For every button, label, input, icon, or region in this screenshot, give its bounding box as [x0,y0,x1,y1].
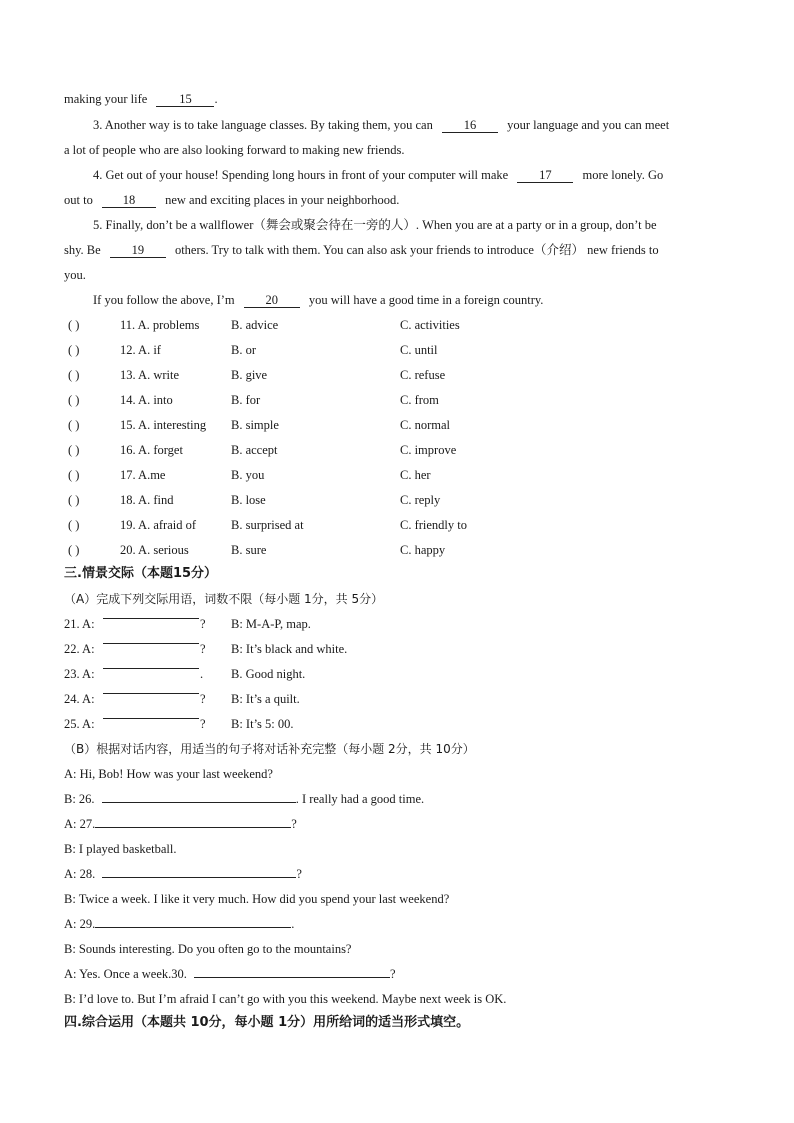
dialogue-line: A: 27. ? [64,817,297,831]
answer-blank-17[interactable]: 17 [517,168,573,183]
answer-blank-20[interactable]: 20 [244,293,300,308]
passage-line: out to 18 new and exciting places in your neighborhood. [64,193,400,207]
answer-paren[interactable]: ( ) [68,443,80,457]
answer-paren[interactable]: ( ) [68,418,80,432]
dialogue-line: B: 26. . I really had a good time. [64,792,425,806]
dialogue-line: A: 29. . [64,917,295,931]
passage-line: If you follow the above, I’m 20 you will have a good time in a foreign country. [93,293,544,307]
dialogue-line: B: I’d love to. But I’m afraid I can’t go with you this weekend. Maybe next week is OK. [64,992,507,1006]
option-c: C. activities [400,318,460,332]
option-c: C. from [400,393,439,407]
response-text: B. Good night. [231,667,306,681]
response-text: B: It’s black and white. [231,642,348,656]
option-b: B. or [231,343,256,357]
response-text: B: M-A-P, map. [231,617,311,631]
passage-line: you. [64,268,86,282]
option-a: 20. A. serious [120,543,189,557]
option-c: C. reply [400,493,441,507]
dialogue-line: A: Hi, Bob! How was your last weekend? [64,767,273,781]
section-instruction: （B）根据对话内容，用适当的句子将对话补充完整（每小题 2分，共 10分） [64,742,475,756]
option-c: C. until [400,343,438,357]
option-a: 13. A. write [120,368,180,382]
answer-paren[interactable]: ( ) [68,493,80,507]
answer-blank[interactable] [103,718,199,719]
answer-blank-19[interactable]: 19 [110,243,166,258]
choice-row [0,367,794,383]
dialogue-line: B: Sounds interesting. Do you often go to the mountains? [64,942,352,956]
passage-line: 5. Finally, don’t be a wallflower（舞会或聚会待在一旁的人）. When you are at a party or in a group, don’t be [93,218,657,232]
answer-blank-16[interactable]: 16 [442,118,498,133]
option-b: B. give [231,368,268,382]
option-a: 15. A. interesting [120,418,207,432]
option-b: B. sure [231,543,267,557]
section-4-title: 四.综合运用（本题共 10分，每小题 1分）用所给词的适当形式填空。 [64,1015,470,1030]
option-b: B. for [231,393,261,407]
answer-paren[interactable]: ( ) [68,318,80,332]
response-text: B: It’s 5: 00. [231,717,294,731]
qa-row: 22. A: ? B: It’s black and white. [64,642,348,656]
answer-blank-30[interactable] [194,977,390,978]
passage-line: 4. Get out of your house! Spending long hours in front of your computer will make 17 more lonely. Go [93,168,664,182]
option-b: B. advice [231,318,279,332]
question-label: 21. A: [64,617,95,631]
passage-line: a lot of people who are also looking forward to making new friends. [64,143,405,157]
qa-row: 23. A: . B. Good night. [64,667,306,681]
option-c: C. friendly to [400,518,468,532]
answer-paren[interactable]: ( ) [68,543,80,557]
answer-blank-15[interactable]: 15 [156,92,214,107]
answer-paren[interactable]: ( ) [68,368,80,382]
option-a: 19. A. afraid of [120,518,197,532]
qa-row: 24. A: ? B: It’s a quilt. [64,692,300,706]
dialogue-line: B: I played basketball. [64,842,177,856]
option-c: C. her [400,468,431,482]
passage-line: making your life 15 . [64,92,218,106]
choice-row [0,442,794,458]
choice-row [0,417,794,433]
answer-blank-29[interactable] [95,927,291,928]
option-b: B. surprised at [231,518,304,532]
answer-paren[interactable]: ( ) [68,468,80,482]
choice-row [0,342,794,358]
section-title: 三.情景交际（本题15分） [64,566,218,581]
choice-row [0,317,794,333]
question-label: 24. A: [64,692,95,706]
option-a: 18. A. find [120,493,174,507]
response-text: B: It’s a quilt. [231,692,300,706]
question-label: 23. A: [64,667,95,681]
option-a: 11. A. problems [120,318,200,332]
option-a: 17. A.me [120,468,166,482]
dialogue-line: A: 28. ? [64,867,302,881]
answer-paren[interactable]: ( ) [68,343,80,357]
passage-line: shy. Be 19 others. Try to talk with them. You can also ask your friends to introduce（介绍） new friends to [64,243,659,257]
dialogue-line: A: Yes. Once a week.30. ? [64,967,396,981]
choice-row [0,392,794,408]
answer-blank-18[interactable]: 18 [102,193,156,208]
option-b: B. simple [231,418,279,432]
answer-blank[interactable] [103,693,199,694]
answer-blank-28[interactable] [102,877,296,878]
answer-blank-26[interactable] [102,802,296,803]
section-instruction: （A）完成下列交际用语，词数不限（每小题 1分，共 5分） [64,592,384,606]
answer-blank[interactable] [103,668,199,669]
choice-row [0,517,794,533]
choice-row [0,467,794,483]
question-label: 22. A: [64,642,95,656]
option-c: C. normal [400,418,450,432]
option-c: C. happy [400,543,446,557]
option-c: C. improve [400,443,457,457]
option-a: 12. A. if [120,343,161,357]
qa-row: 25. A: ? B: It’s 5: 00. [64,717,294,731]
answer-paren[interactable]: ( ) [68,393,80,407]
answer-paren[interactable]: ( ) [68,518,80,532]
option-b: B. you [231,468,265,482]
choice-row [0,492,794,508]
option-a: 16. A. forget [120,443,183,457]
option-a: 14. A. into [120,393,173,407]
option-b: B. accept [231,443,278,457]
answer-blank[interactable] [103,643,199,644]
answer-blank[interactable] [103,618,199,619]
question-label: 25. A: [64,717,95,731]
option-b: B. lose [231,493,266,507]
passage-line: 3. Another way is to take language classes. By taking them, you can 16 your language and you can meet [93,118,670,132]
option-c: C. refuse [400,368,446,382]
answer-blank-27[interactable] [95,827,291,828]
choice-row [0,542,794,558]
qa-row: 21. A: ? B: M-A-P, map. [64,617,311,631]
dialogue-line: B: Twice a week. I like it very much. How did you spend your last weekend? [64,892,450,906]
